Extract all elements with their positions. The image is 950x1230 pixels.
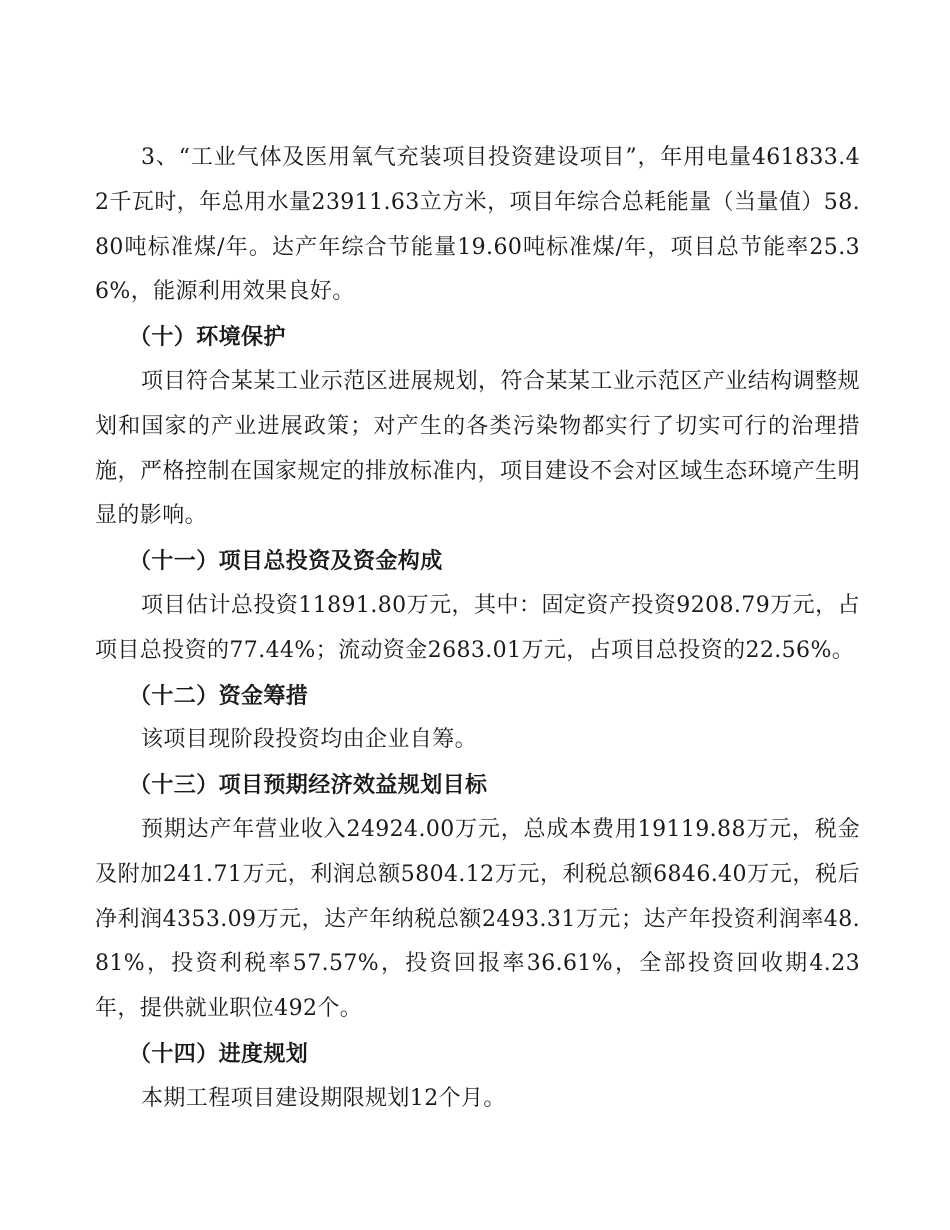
paragraph-environment: 项目符合某某工业示范区进展规划，符合某某工业示范区产业结构调整规划和国家的产业进展政策；对产生的各类污染物都实行了切实可行的治理措施，严格控制在国家规定的排放标准内，项目建设不会对区域生态环境产生明显的影响。 — [95, 368, 860, 529]
paragraph-funding: 该项目现阶段投资均由企业自筹。 — [141, 727, 478, 753]
paragraph-energy: 3、“工业气体及医用氧气充装项目投资建设项目”，年用电量461833.42千瓦时，年总用水量23911.63立方米，项目年综合总耗能量（当量值）58.80吨标准煤/年。达产年综合节能量19.60吨标准煤/年，项目总节能率25.36%，能源利用效果良好。 — [95, 145, 860, 305]
heading-environment: （十）环境保护 — [129, 324, 286, 351]
paragraph-schedule: 本期工程项目建设期限规划12个月。 — [141, 1085, 506, 1111]
paragraph-investment: 项目估计总投资11891.80万元，其中：固定资产投资9208.79万元，占项目总投资的77.44%；流动资金2683.01万元，占项目总投资的22.56%。 — [95, 592, 860, 663]
paragraph-economic-benefit: 预期达产年营业收入24924.00万元，总成本费用19119.88万元，税金及附加241.71万元，利润总额5804.12万元，利税总额6846.40万元，税后净利润4353.09万元，达产年纳税总额2493.31万元；达产年投资利润率48.81%，投资利税率57.57%，投资回报率36.61%，全部投资回收期4.23年，提供就业职位492个。 — [95, 816, 860, 1022]
heading-schedule: （十四）进度规划 — [129, 1040, 309, 1067]
heading-economic-benefit: （十三）项目预期经济效益规划目标 — [129, 772, 488, 799]
heading-investment: （十一）项目总投资及资金构成 — [129, 548, 443, 575]
document-page — [95, 136, 860, 1122]
heading-funding: （十二）资金筹措 — [129, 682, 309, 709]
